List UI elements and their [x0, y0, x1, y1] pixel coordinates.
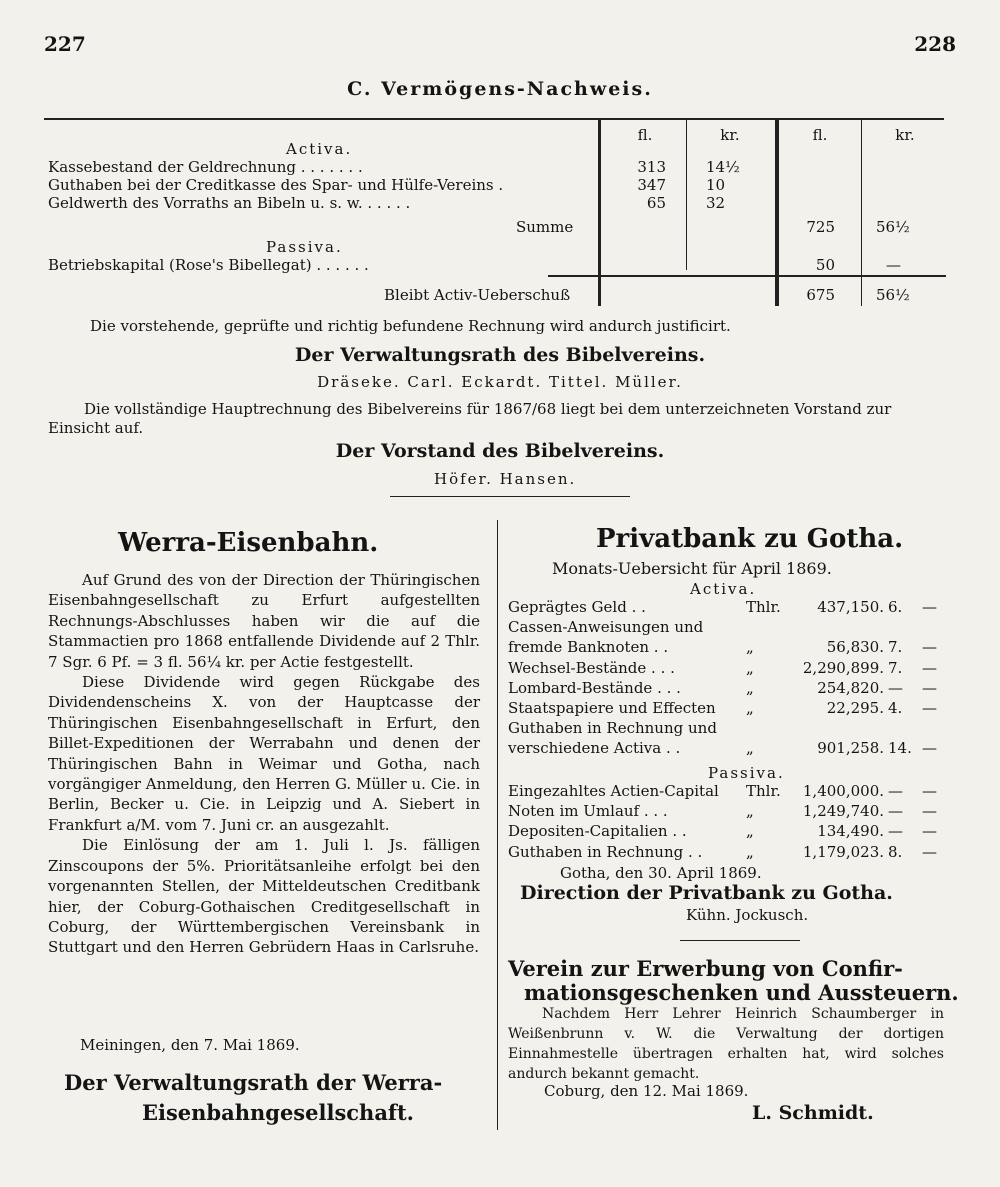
bank-row-unit: Thlr.: [746, 782, 781, 800]
page-number-right: 228: [914, 32, 956, 56]
bank-row-pf: [922, 719, 946, 739]
bank-row-pf: —: [922, 842, 937, 861]
activa-row-kr: 32: [706, 194, 726, 212]
bank-row-unit: Thlr.: [746, 598, 781, 616]
divider-short: [680, 940, 800, 941]
bank-row-amount: [788, 618, 884, 638]
bank-row-sgr: 8.: [888, 842, 903, 861]
bank-row-label: Staatspapiere und Effecten: [508, 699, 716, 717]
column-header-kr: kr.: [895, 126, 915, 144]
bank-activa-label: Activa.: [690, 580, 757, 598]
sum-rule: [548, 275, 946, 277]
bank-row-amount: 22,295.: [826, 699, 884, 717]
bank-row-label: Geprägtes Geld . .: [508, 598, 646, 616]
werra-body: [48, 570, 480, 958]
verein-title-2: mationsgeschenken und Aussteuern.: [524, 980, 959, 1005]
board-names: Höfer. Hansen.: [434, 470, 577, 488]
column-header-kr: kr.: [720, 126, 740, 144]
notice-line-1: Die vollständige Hauptrechnung des Bibelvereins für 1867/68 liegt bei dem unterzeichneten Vorstand zur: [84, 400, 892, 418]
bank-row-label: verschiedene Activa . .: [508, 739, 681, 758]
bank-row-amount: 254,820.: [817, 678, 884, 697]
passiva-row-kr: —: [886, 256, 901, 274]
activa-row-label: Kassebestand der Geldrechnung . . . . . . .: [48, 158, 363, 176]
bank-row-sgr: 4.: [888, 699, 903, 717]
activa-label: Activa.: [286, 140, 353, 158]
werra-title: Werra-Eisenbahn.: [118, 528, 379, 558]
bank-row-label: fremde Banknoten . .: [508, 638, 669, 657]
table-divider: [861, 120, 862, 306]
bank-row-pf: —: [922, 739, 937, 758]
bank-row-amount: 1,179,023.: [802, 842, 884, 861]
bank-row-pf: [922, 618, 946, 638]
council-names: Dräseke. Carl. Eckardt. Tittel. Müller.: [317, 373, 683, 391]
page-number-left: 227: [44, 32, 86, 56]
activa-row-label: Guthaben bei der Creditkasse des Spar- und Hülfe-Vereins .: [48, 176, 504, 194]
bank-row-pf: —: [922, 699, 937, 717]
bank-row-label: Wechsel-Bestände . . .: [508, 658, 675, 677]
bank-row-amount: 134,490.: [817, 822, 884, 841]
bank-subtitle: Monats-Uebersicht für April 1869.: [552, 559, 832, 578]
bank-row-label: Cassen-Anweisungen und: [508, 618, 704, 637]
bank-row-label: Noten im Umlauf . . .: [508, 802, 668, 821]
bank-row-unit: „: [746, 658, 754, 677]
bank-signature: Direction der Privatbank zu Gotha.: [520, 882, 893, 904]
column-header-fl: fl.: [812, 126, 828, 144]
activa-row-kr: 10: [706, 176, 726, 194]
bank-row-sgr: —: [888, 802, 903, 821]
werra-paragraph: Auf Grund des von der Direction der Thüringischen Eisenbahngesellschaft zu Erfurt aufgestellten Rechnungs-Abschlusses haben wir die auf die Stammactien pro 1868 entfallende Dividende auf 2 Thlr. 7 Sgr. 6 Pf. = 3 fl. 56¼ kr. per Actie festgestellt.: [48, 571, 480, 671]
summe-label: Summe: [516, 218, 574, 236]
bank-row-pf: —: [922, 598, 937, 616]
verein-paragraph: Nachdem Herr Lehrer Heinrich Schaumberger in Weißenbrunn v. W. die Verwaltung der dortigen Einnahmestelle übertragen erhalten hat, wird solches andurch bekannt gemacht.: [508, 1006, 944, 1082]
bank-row-unit: „: [746, 842, 754, 861]
bank-row-label: Guthaben in Rechnung . .: [508, 842, 703, 861]
top-rule: [44, 118, 944, 120]
werra-paragraph: Die Einlösung der am 1. Juli l. Js. fälligen Zinscoupons der 5%. Prioritätsanleihe erfolgt bei den vorgenannten Stellen, der Mitteldeutschen Creditbank hier, der Coburg-Gothaischen Creditgesellschaft in Coburg, der Württembergischen Vereinsbank in Stuttgart und den Herren Gebrüdern Haas in Carlsruhe.: [48, 836, 480, 957]
bank-row-unit: [746, 618, 782, 638]
table-divider: [598, 120, 601, 306]
bank-row-sgr: —: [888, 782, 903, 800]
verein-body: [508, 1004, 944, 1084]
board-heading: Der Vorstand des Bibelvereins.: [335, 440, 665, 462]
bank-row-pf: —: [922, 678, 937, 697]
bank-row-unit: „: [746, 822, 754, 841]
bank-row-sgr: [888, 719, 920, 739]
verein-title-1: Verein zur Erwerbung von Confir-: [508, 956, 903, 981]
passiva-row-label: Betriebskapital (Rose's Bibellegat) . . . . . .: [48, 256, 369, 274]
bleibt-fl: 675: [806, 286, 835, 304]
bank-row-pf: —: [922, 822, 937, 841]
bleibt-label: Bleibt Activ-Ueberschuß: [384, 286, 571, 304]
divider-short: [390, 496, 630, 497]
bank-row-amount: 2,290,899.: [802, 658, 884, 677]
bank-passiva-label: Passiva.: [708, 764, 785, 782]
bank-row-amount: 901,258.: [817, 739, 884, 758]
section-c-title: C. Vermögens-Nachweis.: [347, 78, 653, 100]
verein-signature: L. Schmidt.: [752, 1102, 874, 1124]
bank-signers: Kühn. Jockusch.: [686, 906, 809, 924]
bleibt-kr: 56½: [876, 286, 910, 304]
verein-dateline: Coburg, den 12. Mai 1869.: [544, 1082, 749, 1100]
bank-row-pf: —: [922, 658, 937, 677]
summe-fl: 725: [806, 218, 835, 236]
bank-row-amount: 1,400,000.: [802, 782, 884, 800]
table-divider: [775, 120, 779, 306]
activa-row-fl: 313: [637, 158, 666, 176]
activa-row-kr: 14½: [706, 158, 740, 176]
bank-row-sgr: 7.: [888, 638, 903, 657]
bank-dateline: Gotha, den 30. April 1869.: [560, 864, 762, 882]
summe-kr: 56½: [876, 218, 910, 236]
werra-dateline: Meiningen, den 7. Mai 1869.: [80, 1036, 300, 1054]
passiva-row-fl: 50: [815, 256, 835, 274]
bank-row-label: Depositen-Capitalien . .: [508, 822, 687, 841]
werra-signature-2: Eisenbahngesellschaft.: [142, 1100, 414, 1125]
bank-row-unit: „: [746, 739, 754, 758]
bank-row-sgr: 7.: [888, 658, 903, 677]
bank-row-sgr: —: [888, 822, 903, 841]
bank-row-label: Eingezahltes Actien-Capital: [508, 782, 719, 800]
justification-statement: Die vorstehende, geprüfte und richtig befundene Rechnung wird andurch justificirt.: [90, 317, 731, 335]
bank-row-amount: [788, 719, 884, 739]
council-heading: Der Verwaltungsrath des Bibelvereins.: [294, 344, 706, 366]
bank-row-pf: —: [922, 638, 937, 657]
bank-row-label: Lombard-Bestände . . .: [508, 678, 681, 697]
bank-row-amount: 56,830.: [826, 638, 884, 657]
activa-row-label: Geldwerth des Vorraths an Bibeln u. s. w. . . . . .: [48, 194, 411, 212]
bank-row-sgr: 14.: [888, 739, 912, 758]
bank-row-amount: 1,249,740.: [802, 802, 884, 821]
activa-row-fl: 347: [637, 176, 666, 194]
bank-row-amount: 437,150.: [817, 598, 884, 616]
bank-row-unit: „: [746, 699, 754, 717]
bank-row-pf: —: [922, 802, 937, 821]
activa-row-fl: 65: [646, 194, 666, 212]
bank-title: Privatbank zu Gotha.: [596, 524, 904, 554]
table-divider: [686, 120, 687, 270]
bank-row-unit: „: [746, 678, 754, 697]
bank-row-unit: „: [746, 638, 754, 657]
bank-row-label: Guthaben in Rechnung und: [508, 719, 717, 738]
bank-row-unit: „: [746, 802, 754, 821]
passiva-label: Passiva.: [266, 238, 343, 256]
bank-row-sgr: 6.: [888, 598, 903, 616]
notice-line-2: Einsicht auf.: [48, 419, 144, 437]
bank-row-pf: —: [922, 782, 937, 800]
bank-row-sgr: —: [888, 678, 903, 697]
werra-paragraph: Diese Dividende wird gegen Rückgabe des Dividendenscheins X. von der Hauptcasse der Thüringischen Eisenbahngesellschaft in Erfurt, den Billet-Expeditionen der Werrabahn und denen der Thüringischen Bahn in Weimar und Gotha, nach vorgängiger Anmeldung, den Herren G. Müller u. Cie. in Berlin, Becker u. Cie. in Leipzig und A. Siebert in Frankfurt a/M. vom 7. Juni cr. an ausgezahlt.: [48, 673, 480, 834]
bank-row-sgr: [888, 618, 920, 638]
column-divider: [497, 520, 498, 1130]
column-header-fl: fl.: [637, 126, 653, 144]
werra-signature-1: Der Verwaltungsrath der Werra-: [64, 1070, 443, 1095]
bank-row-unit: [746, 719, 782, 739]
